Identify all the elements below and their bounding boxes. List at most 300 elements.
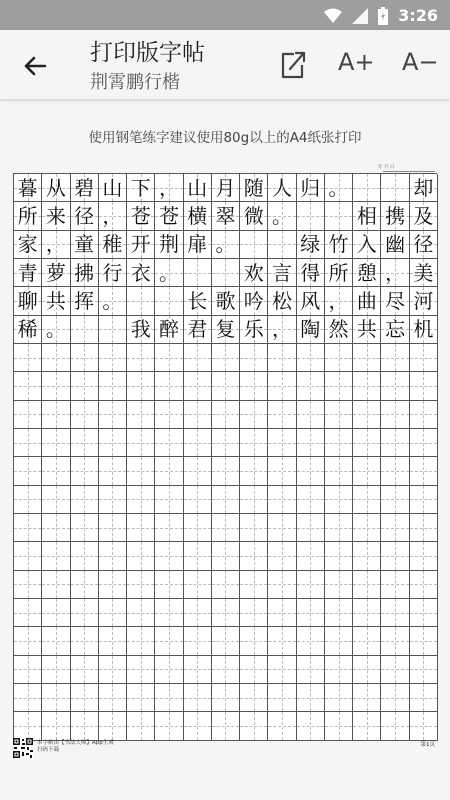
grid-cell: [184, 401, 212, 429]
grid-cell: [127, 372, 155, 400]
grid-cell: [240, 571, 268, 599]
grid-cell: [155, 344, 183, 372]
grid-character: 荆: [158, 232, 179, 257]
grid-character: 径: [74, 203, 95, 228]
grid-cell: [71, 656, 99, 684]
grid-cell: [212, 514, 240, 542]
grid-cell: [297, 231, 325, 259]
grid-cell: [268, 684, 296, 712]
grid-cell: [155, 571, 183, 599]
grid-cell: [381, 372, 409, 400]
grid-cell: [297, 486, 325, 514]
grid-cell: [268, 174, 296, 202]
grid-cell: [184, 372, 212, 400]
grid-cell: [184, 429, 212, 457]
grid-cell: [14, 571, 42, 599]
grid-cell: [297, 287, 325, 315]
grid-cell: [155, 174, 183, 202]
grid-cell: [325, 259, 353, 287]
grid-cell: [14, 401, 42, 429]
grid-cell: [42, 514, 70, 542]
grid-character: 乐: [243, 317, 264, 342]
grid-character: 青: [17, 260, 38, 285]
grid-cell: [268, 571, 296, 599]
grid-cell: [381, 287, 409, 315]
grid-character: 行: [102, 260, 123, 285]
grid-cell: [353, 372, 381, 400]
grid-character: 山: [102, 175, 123, 200]
grid-character: 月: [215, 175, 236, 200]
grid-cell: [381, 401, 409, 429]
grid-cell: [99, 316, 127, 344]
grid-cell: [297, 627, 325, 655]
grid-cell: [353, 542, 381, 570]
grid-character: 携: [385, 203, 406, 228]
grid-cell: [99, 202, 127, 230]
signal-icon: [352, 8, 368, 24]
grid-cell: [71, 712, 99, 740]
grid-character: 稚: [102, 232, 123, 257]
grid-cell: [381, 231, 409, 259]
page-number: 第1页: [420, 742, 435, 748]
grid-cell: [99, 542, 127, 570]
grid-character: 。: [158, 260, 179, 285]
grid-cell: [381, 429, 409, 457]
grid-cell: [240, 401, 268, 429]
grid-cell: [99, 684, 127, 712]
footer-line-2: 扫码下载: [37, 747, 60, 753]
grid-cell: [42, 684, 70, 712]
grid-character: ，: [328, 288, 349, 313]
grid-cell: [381, 627, 409, 655]
grid-cell: [381, 259, 409, 287]
grid-character: 所: [328, 260, 349, 285]
grid-cell: [184, 684, 212, 712]
grid-cell: [99, 287, 127, 315]
grid-cell: [99, 372, 127, 400]
grid-cell: [268, 372, 296, 400]
grid-cell: [212, 316, 240, 344]
grid-character: 醉: [158, 317, 179, 342]
grid-cell: [268, 202, 296, 230]
grid-cell: [155, 627, 183, 655]
grid-character: 人: [272, 175, 293, 200]
grid-cell: [410, 599, 438, 627]
grid-cell: [325, 712, 353, 740]
grid-character: 下: [130, 175, 151, 200]
grid-cell: [325, 401, 353, 429]
grid-cell: [14, 457, 42, 485]
grid-cell: [240, 712, 268, 740]
grid-cell: [240, 627, 268, 655]
grid-cell: [71, 429, 99, 457]
grid-character: 松: [272, 288, 293, 313]
grid-character: 童: [74, 232, 95, 257]
grid-cell: [212, 457, 240, 485]
grid-cell: [353, 684, 381, 712]
page-title: 打印版字帖: [90, 40, 205, 66]
grid-cell: [184, 599, 212, 627]
grid-character: 。: [328, 175, 349, 200]
grid-cell: [42, 712, 70, 740]
clock: 3:26: [398, 6, 438, 25]
grid-cell: [212, 656, 240, 684]
grid-character: 。: [102, 288, 123, 313]
grid-cell: [297, 372, 325, 400]
grid-cell: [14, 684, 42, 712]
grid-character: 翠: [215, 203, 236, 228]
grid-cell: [410, 259, 438, 287]
grid-cell: [410, 231, 438, 259]
grid-cell: [325, 571, 353, 599]
grid-character: 复: [215, 317, 236, 342]
grid-cell: [127, 401, 155, 429]
grid-cell: [127, 571, 155, 599]
grid-cell: [14, 656, 42, 684]
grid-cell: [71, 486, 99, 514]
grid-cell: [268, 712, 296, 740]
grid-cell: [353, 202, 381, 230]
grid-cell: [184, 486, 212, 514]
grid-cell: [410, 429, 438, 457]
grid-cell: [99, 231, 127, 259]
grid-cell: [410, 316, 438, 344]
grid-cell: [212, 372, 240, 400]
grid-cell: [325, 656, 353, 684]
grid-cell: [268, 656, 296, 684]
grid-cell: [42, 627, 70, 655]
grid-cell: [99, 259, 127, 287]
grid-cell: [155, 457, 183, 485]
grid-cell: [155, 514, 183, 542]
grid-cell: [155, 712, 183, 740]
grid-character: 聊: [17, 288, 38, 313]
grid-character: 横: [187, 203, 208, 228]
grid-cell: [155, 429, 183, 457]
grid-cell: [42, 599, 70, 627]
grid-cell: [268, 401, 296, 429]
grid-cell: [353, 429, 381, 457]
grid-cell: [381, 656, 409, 684]
grid-cell: [297, 542, 325, 570]
date-line: [383, 171, 435, 172]
footer-line-1: 本字帖由【书法大师】App生成: [37, 740, 114, 746]
grid-cell: [325, 486, 353, 514]
grid-cell: [14, 486, 42, 514]
grid-cell: [297, 316, 325, 344]
grid-character: 然: [328, 317, 349, 342]
grid-cell: [410, 202, 438, 230]
grid-cell: [184, 627, 212, 655]
grid-character: 衣: [130, 260, 151, 285]
grid-character: 及: [413, 203, 434, 228]
grid-cell: [268, 514, 296, 542]
grid-cell: [127, 486, 155, 514]
grid-cell: [14, 599, 42, 627]
grid-cell: [297, 656, 325, 684]
grid-character: 山: [187, 175, 208, 200]
grid-cell: [99, 599, 127, 627]
grid-character: 暮: [17, 175, 38, 200]
grid-character: 碧: [74, 175, 95, 200]
grid-character: 吟: [243, 288, 264, 313]
grid-cell: [127, 344, 155, 372]
grid-cell: [99, 457, 127, 485]
grid-cell: [240, 684, 268, 712]
grid-cell: [184, 316, 212, 344]
grid-cell: [42, 372, 70, 400]
grid-cell: [381, 684, 409, 712]
grid-cell: [325, 231, 353, 259]
back-button[interactable]: [18, 52, 52, 80]
grid-cell: [14, 259, 42, 287]
grid-cell: [212, 401, 240, 429]
grid-cell: [71, 457, 99, 485]
grid-cell: [297, 202, 325, 230]
grid-cell: [268, 599, 296, 627]
grid-cell: [155, 542, 183, 570]
grid-cell: [268, 316, 296, 344]
grid-cell: [240, 287, 268, 315]
grid-cell: [127, 231, 155, 259]
grid-cell: [410, 174, 438, 202]
grid-cell: [71, 372, 99, 400]
grid-cell: [381, 514, 409, 542]
grid-cell: [297, 599, 325, 627]
grid-character: ，: [385, 260, 406, 285]
print-hint: 使用钢笔练字建议使用80g以上的A4纸张打印: [88, 130, 362, 146]
grid-character: 得: [300, 260, 321, 285]
grid-character: 归: [300, 175, 321, 200]
grid-cell: [184, 457, 212, 485]
grid-cell: [71, 599, 99, 627]
grid-cell: [14, 542, 42, 570]
grid-cell: [212, 287, 240, 315]
grid-cell: [42, 457, 70, 485]
grid-cell: [240, 457, 268, 485]
wifi-icon: [324, 8, 342, 24]
grid-character: 绿: [300, 232, 321, 257]
grid-cell: [14, 287, 42, 315]
grid-cell: [155, 684, 183, 712]
grid-cell: [297, 174, 325, 202]
grid-character: 共: [356, 317, 377, 342]
grid-cell: [212, 231, 240, 259]
grid-cell: [240, 656, 268, 684]
grid-cell: [155, 316, 183, 344]
grid-cell: [42, 401, 70, 429]
grid-cell: [325, 542, 353, 570]
grid-character: 微: [243, 203, 264, 228]
grid-cell: [212, 202, 240, 230]
grid-cell: [325, 344, 353, 372]
footer-credit: [37, 740, 114, 754]
grid-character: 风: [300, 288, 321, 313]
grid-cell: [268, 627, 296, 655]
grid-cell: [212, 486, 240, 514]
grid-character: 河: [413, 288, 434, 313]
grid-cell: [184, 259, 212, 287]
grid-cell: [71, 542, 99, 570]
grid-cell: [155, 231, 183, 259]
grid-cell: [381, 486, 409, 514]
grid-cell: [381, 542, 409, 570]
grid-cell: [71, 571, 99, 599]
grid-cell: [99, 571, 127, 599]
grid-cell: [127, 316, 155, 344]
grid-cell: [268, 287, 296, 315]
grid-cell: [353, 656, 381, 684]
grid-cell: [381, 174, 409, 202]
grid-character: 陶: [300, 317, 321, 342]
grid-cell: [14, 712, 42, 740]
grid-cell: [71, 174, 99, 202]
grid-cell: [325, 174, 353, 202]
grid-cell: [212, 344, 240, 372]
grid-cell: [268, 259, 296, 287]
grid-cell: [410, 344, 438, 372]
grid-cell: [410, 486, 438, 514]
grid-character: 却: [413, 175, 434, 200]
grid-cell: [99, 174, 127, 202]
grid-cell: [212, 712, 240, 740]
grid-cell: [184, 656, 212, 684]
grid-cell: [240, 542, 268, 570]
grid-cell: [99, 486, 127, 514]
grid-cell: [184, 542, 212, 570]
grid-character: 幽: [385, 232, 406, 257]
grid-cell: [268, 429, 296, 457]
grid-cell: [353, 627, 381, 655]
grid-character: 相: [356, 203, 377, 228]
grid-character: 竹: [328, 232, 349, 257]
share-button[interactable]: [280, 50, 308, 80]
grid-cell: [14, 514, 42, 542]
grid-character: 拂: [74, 260, 95, 285]
grid-cell: [325, 684, 353, 712]
grid-cell: [353, 712, 381, 740]
grid-cell: [240, 372, 268, 400]
grid-cell: [353, 287, 381, 315]
grid-cell: [240, 429, 268, 457]
grid-cell: [99, 344, 127, 372]
share-icon: [280, 50, 306, 80]
grid-cell: [71, 287, 99, 315]
grid-cell: [410, 287, 438, 315]
grid-cell: [127, 429, 155, 457]
grid-character: ，: [102, 203, 123, 228]
grid-character: 苍: [158, 203, 179, 228]
grid-cell: [381, 712, 409, 740]
grid-cell: [127, 599, 155, 627]
grid-cell: [381, 571, 409, 599]
app-bar: [0, 30, 450, 100]
grid-cell: [212, 429, 240, 457]
grid-cell: [325, 202, 353, 230]
font-increase-button[interactable]: A+: [338, 48, 375, 76]
grid-cell: [99, 401, 127, 429]
grid-cell: [212, 174, 240, 202]
grid-cell: [353, 259, 381, 287]
grid-cell: [353, 486, 381, 514]
grid-cell: [155, 287, 183, 315]
font-decrease-button[interactable]: A−: [402, 48, 439, 76]
grid-cell: [155, 372, 183, 400]
grid-character: 曲: [356, 288, 377, 313]
grid-cell: [410, 457, 438, 485]
grid-cell: [381, 344, 409, 372]
status-bar: [0, 0, 450, 30]
grid-cell: [127, 542, 155, 570]
grid-cell: [410, 684, 438, 712]
grid-cell: [353, 174, 381, 202]
grid-character: 从: [45, 175, 66, 200]
grid-cell: [240, 486, 268, 514]
grid-cell: [297, 457, 325, 485]
grid-character: 美: [413, 260, 434, 285]
grid-cell: [42, 571, 70, 599]
grid-cell: [240, 202, 268, 230]
grid-cell: [127, 627, 155, 655]
grid-cell: [71, 684, 99, 712]
grid-cell: [353, 316, 381, 344]
grid-cell: [155, 401, 183, 429]
grid-cell: [42, 202, 70, 230]
grid-cell: [212, 571, 240, 599]
grid-cell: [42, 316, 70, 344]
battery-icon: [378, 7, 388, 25]
grid-cell: [297, 401, 325, 429]
grid-cell: [71, 202, 99, 230]
grid-character: 君: [187, 317, 208, 342]
grid-cell: [14, 202, 42, 230]
grid-cell: [155, 486, 183, 514]
grid-cell: [42, 287, 70, 315]
grid-cell: [71, 259, 99, 287]
grid-cell: [71, 231, 99, 259]
grid-cell: [127, 684, 155, 712]
grid-character: 歌: [215, 288, 236, 313]
grid-cell: [184, 712, 212, 740]
grid-cell: [14, 627, 42, 655]
grid-cell: [240, 231, 268, 259]
grid-cell: [325, 627, 353, 655]
grid-cell: [14, 316, 42, 344]
grid-cell: [127, 712, 155, 740]
grid-cell: [240, 514, 268, 542]
grid-cell: [42, 656, 70, 684]
grid-character: 扉: [187, 232, 208, 257]
grid-cell: [353, 571, 381, 599]
grid-character: 机: [413, 317, 434, 342]
grid-cell: [127, 259, 155, 287]
grid-character: 尽: [385, 288, 406, 313]
grid-cell: [240, 344, 268, 372]
grid-cell: [325, 457, 353, 485]
grid-cell: [325, 599, 353, 627]
grid-character: 。: [272, 203, 293, 228]
grid-cell: [410, 514, 438, 542]
grid-character: 稀: [17, 317, 38, 342]
grid-cell: [71, 514, 99, 542]
grid-cell: [325, 316, 353, 344]
grid-cell: [127, 174, 155, 202]
grid-cell: [297, 571, 325, 599]
grid-cell: [268, 457, 296, 485]
grid-cell: [325, 372, 353, 400]
grid-character: 。: [215, 232, 236, 257]
grid-cell: [127, 457, 155, 485]
